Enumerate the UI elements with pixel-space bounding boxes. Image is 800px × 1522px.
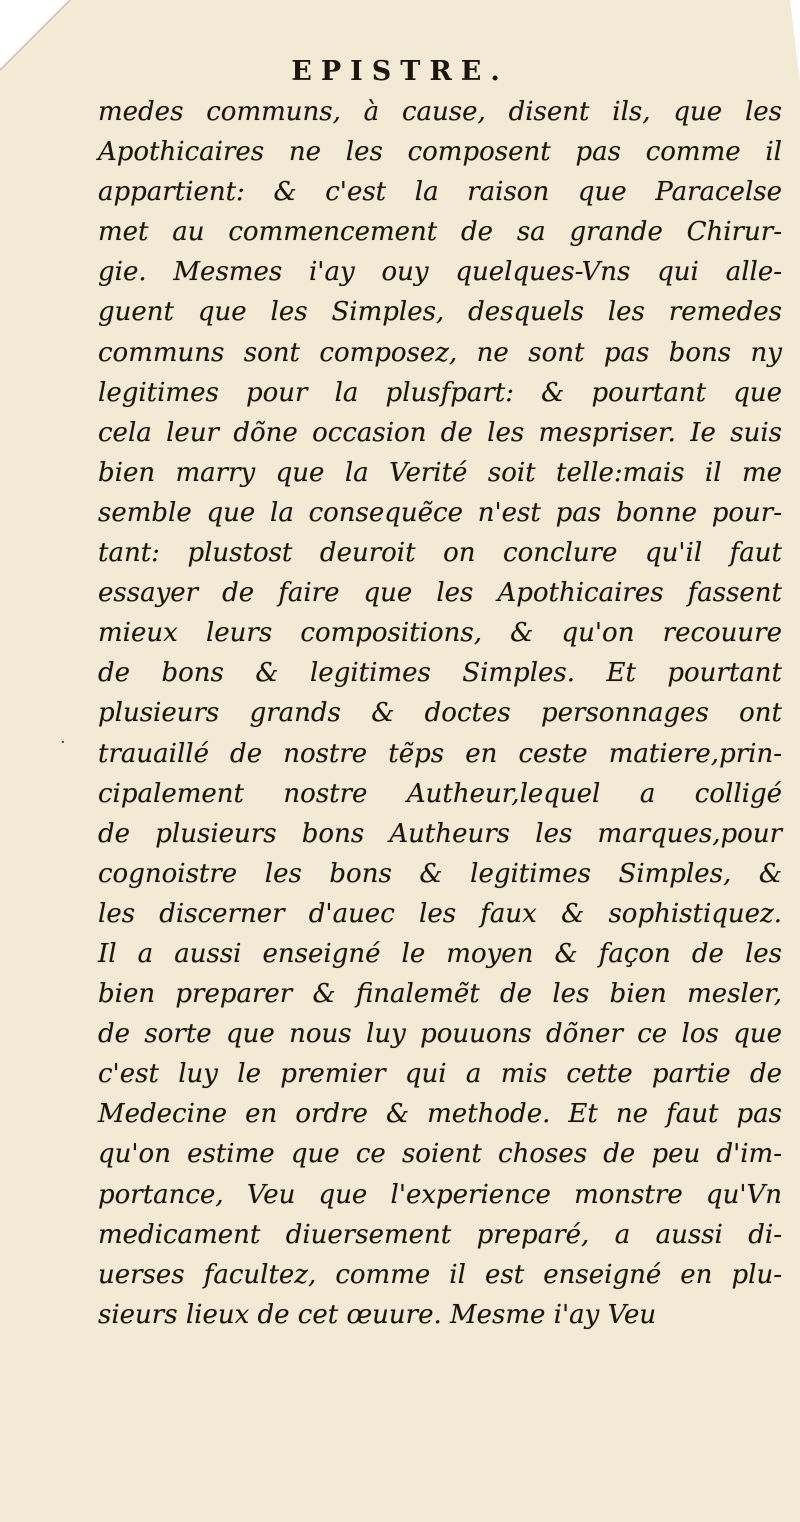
body-text — [98, 92, 782, 1335]
text-line: plusieurs grands & doctes personnages ont — [98, 698, 782, 729]
text-line: les discerner d'auec les faux & sophistiquez. — [98, 898, 782, 929]
running-head: EPISTRE. — [291, 56, 509, 87]
text-line: bien preparer & finalemẽt de les bien mesler, — [98, 979, 782, 1010]
text-line: legitimes pour la plusfpart: & pourtant que — [98, 377, 782, 408]
text-line: met au commencement de sa grande Chirur- — [98, 217, 782, 248]
text-line: sieurs lieux de cet œuure. Mesme i'ay Veu — [98, 1299, 657, 1330]
text-line: de sorte que nous luy pouuons dõner ce los que — [98, 1019, 782, 1050]
text-line: gie. Mesmes i'ay ouy quelques-Vns qui alle- — [98, 257, 782, 288]
text-line: Il a aussi enseigné le moyen & façon de les — [98, 938, 782, 969]
text-line: Apothicaires ne les composent pas comme il — [98, 137, 782, 168]
text-line: medicament diuersement preparé, a aussi di- — [98, 1219, 782, 1250]
text-line: c'est luy le premier qui a mis cette partie de — [98, 1059, 782, 1090]
text-line: semble que la consequẽce n'est pas bonne pour- — [98, 497, 782, 528]
text-line: portance, Veu que l'experience monstre qu'Vn — [98, 1179, 782, 1210]
text-line: communs sont composez, ne sont pas bons ny — [98, 337, 782, 368]
text-line: de plusieurs bons Autheurs les marques,pour — [98, 818, 782, 849]
text-line: trauaillé de nostre tẽps en ceste matiere,prin- — [98, 738, 782, 769]
text-line: cela leur dõne occasion de les mespriser. Ie suis — [98, 417, 782, 448]
text-line: appartient: & c'est la raison que Paracelse — [98, 177, 782, 208]
text-line: cognoistre les bons & legitimes Simples, & — [98, 858, 782, 889]
margin-mark: · — [60, 732, 66, 753]
text-line: tant: plustost deuroit on conclure qu'il faut — [98, 538, 782, 569]
text-line: bien marry que la Verité soit telle:mais il me — [98, 457, 782, 488]
text-line: medes communs, à cause, disent ils, que les — [98, 97, 782, 127]
text-line: uerses facultez, comme il est enseigné en plu- — [98, 1259, 782, 1290]
text-line: de bons & legitimes Simples. Et pourtant — [98, 658, 782, 689]
text-line: cipalement nostre Autheur,lequel a colligé — [98, 778, 782, 809]
text-line: mieux leurs compositions, & qu'on recouure — [98, 618, 782, 649]
text-line: Medecine en ordre & methode. Et ne faut pas — [98, 1099, 782, 1130]
text-line: guent que les Simples, desquels les remedes — [98, 297, 782, 328]
text-line: essayer de faire que les Apothicaires fassent — [98, 578, 782, 609]
text-line: qu'on estime que ce soient choses de peu d'im- — [98, 1139, 782, 1170]
